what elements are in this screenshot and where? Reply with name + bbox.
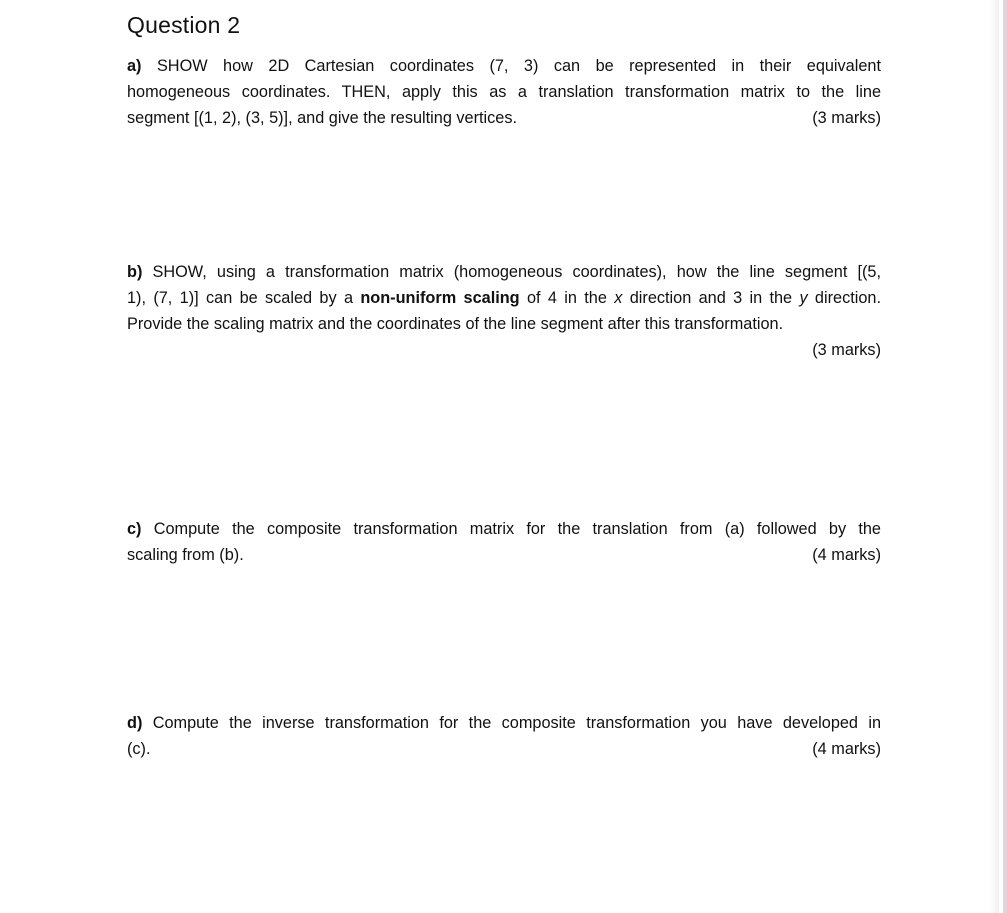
part-c-line-2: scaling from (b). (4 marks) (127, 542, 881, 568)
question-part-d (127, 710, 881, 762)
page-edge-shadow (989, 0, 999, 913)
part-a-marks: (3 marks) (812, 109, 881, 127)
part-b-marks: (3 marks) (812, 341, 881, 359)
part-b-line-3: Provide the scaling matrix and the coordinates of the line segment after this transformation. (127, 315, 784, 333)
part-a-line-1: a) SHOW how 2D Cartesian coordinates (7, 3) can be represented in their equivalent (127, 57, 881, 75)
part-b-line-1: b) SHOW, using a transformation matrix (homogeneous coordinates), how the line segment [(5, (127, 263, 881, 281)
part-d-marks: (4 marks) (812, 740, 881, 758)
part-b-line-2: 1), (7, 1)] can be scaled by a non-uniform scaling of 4 in the x direction and 3 in the y direction. (127, 289, 881, 307)
question-title: Question 2 (127, 12, 241, 38)
non-uniform-scaling-term: non-uniform scaling (360, 289, 520, 307)
part-c-label: c) (127, 520, 142, 538)
part-d-line-2: (c). (4 marks) (127, 736, 881, 762)
part-a-label: a) (127, 57, 142, 75)
x-variable: x (614, 289, 623, 307)
part-c-line-1: c) Compute the composite transformation matrix for the translation from (a) followed by the (127, 520, 881, 538)
part-d-label: d) (127, 714, 143, 732)
question-part-a (127, 53, 881, 131)
part-b-label: b) (127, 263, 143, 281)
question-part-b (127, 259, 881, 363)
part-d-line-1: d) Compute the inverse transformation for the composite transformation you have developed in (127, 714, 881, 732)
part-a-line-2: homogeneous coordinates. THEN, apply this as a translation transformation matrix to the line (127, 83, 881, 101)
part-a-line-3: segment [(1, 2), (3, 5)], and give the resulting vertices. (3 marks) (127, 105, 881, 131)
question-part-c (127, 516, 881, 568)
part-c-marks: (4 marks) (812, 546, 881, 564)
y-variable: y (799, 289, 808, 307)
